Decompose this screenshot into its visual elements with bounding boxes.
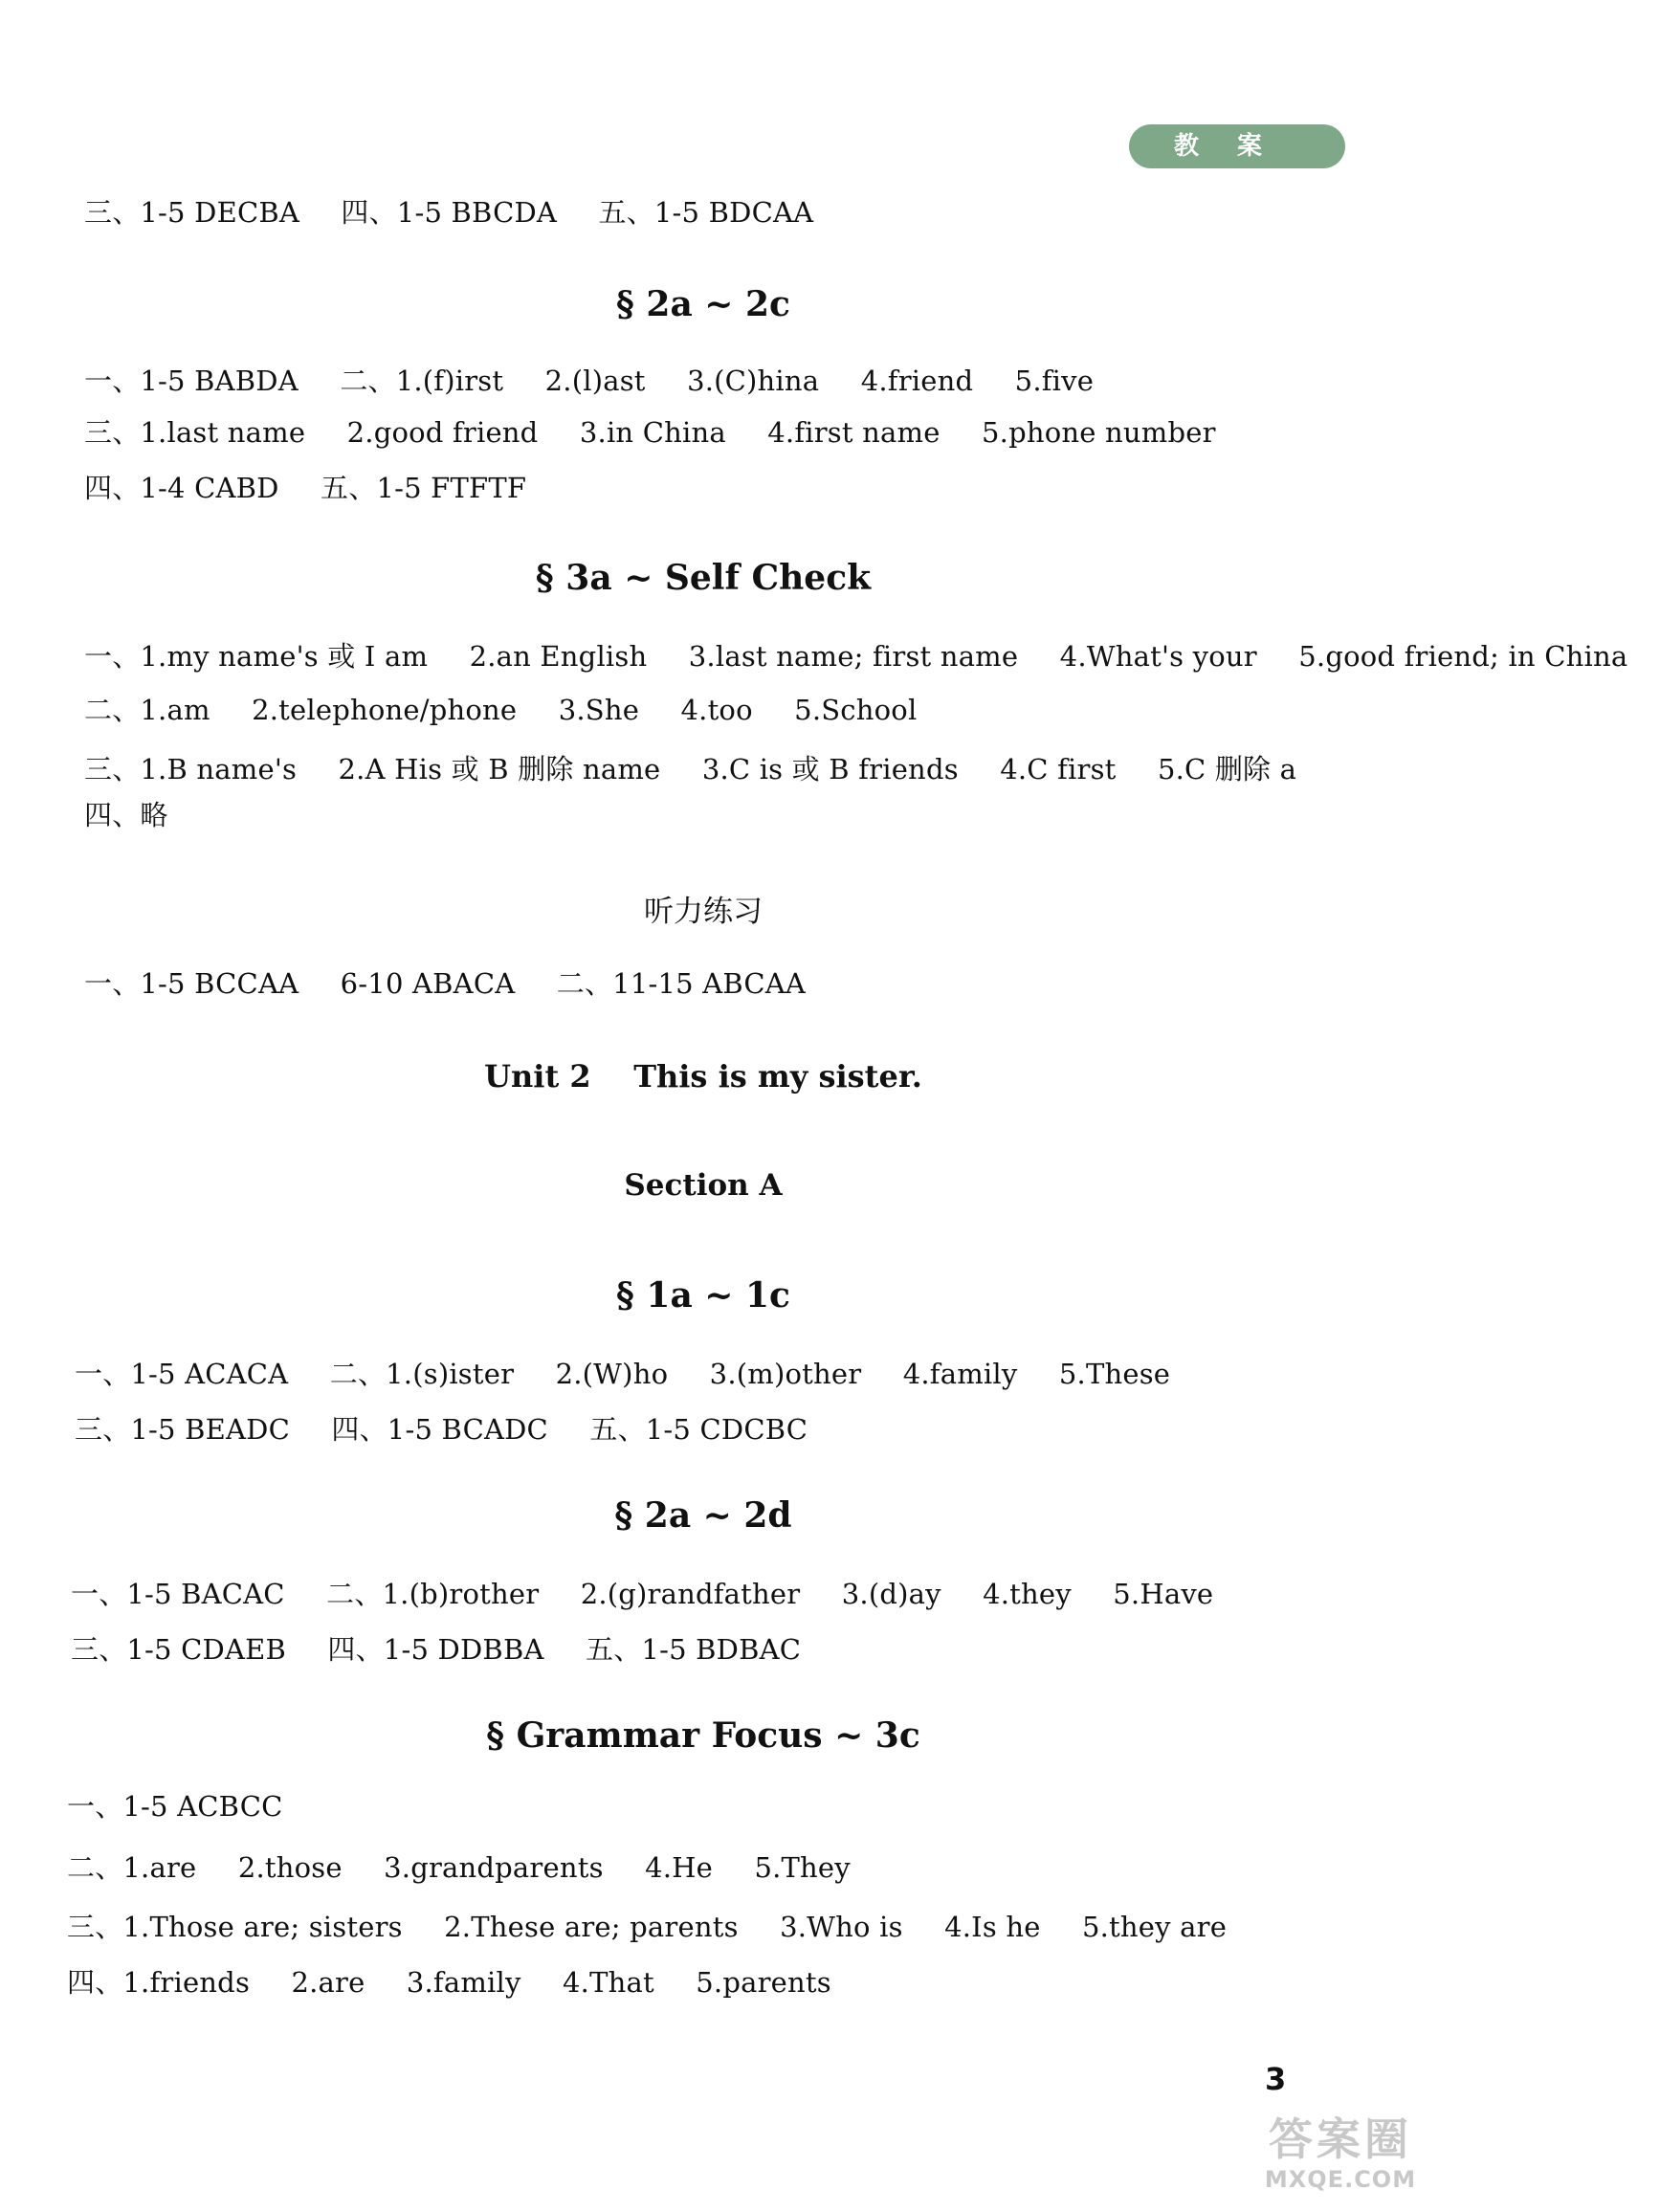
answer-segment: 4.He xyxy=(645,1851,714,1884)
answer-line xyxy=(84,637,1660,675)
answer-segment: 4.C first xyxy=(1000,753,1117,785)
section-a-heading: Section A xyxy=(624,1168,783,1203)
answer-segment: 一、1-5 BCCAA xyxy=(84,967,299,1000)
answer-segment: 4.too xyxy=(680,694,753,726)
answer-segment: 2.(g)randfather xyxy=(580,1578,801,1610)
answer-line-unit1-tail xyxy=(84,193,846,232)
answer-segment: 4.What's your xyxy=(1059,640,1257,673)
answer-segment: 五、1-5 BDCAA xyxy=(598,196,814,229)
answer-segment: 2.an English xyxy=(469,640,648,673)
answer-segment: 5.they are xyxy=(1081,1911,1228,1943)
answer-segment: 4.first name xyxy=(767,416,941,449)
answer-segment: 3.grandparents xyxy=(384,1851,604,1884)
answer-segment: 5.five xyxy=(1014,365,1095,397)
answer-segment: 一、1-5 BABDA xyxy=(84,365,299,397)
answer-segment: 5.good friend; in China xyxy=(1298,640,1628,673)
answer-segment: 五、1-5 CDCBC xyxy=(589,1413,808,1446)
section-heading-2a-2c: § 2a ~ 2c xyxy=(616,284,790,324)
section-heading-listening: 听力练习 xyxy=(644,895,763,929)
answer-segment: 3.She xyxy=(558,694,640,726)
answer-segment: 2.good friend xyxy=(346,416,539,449)
answer-segment: 一、1.my name's 或 I am xyxy=(84,640,429,673)
answer-line xyxy=(67,1963,864,2002)
answer-segment: 5.phone number xyxy=(982,416,1216,449)
section-heading-1a-1c: § 1a ~ 1c xyxy=(616,1275,790,1316)
answer-segment: 五、1-5 FTFTF xyxy=(321,472,527,504)
answer-segment: 一、1-5 ACACA xyxy=(75,1358,289,1390)
answer-line xyxy=(84,691,949,729)
answer-segment: 三、1-5 DECBA xyxy=(84,196,299,229)
answer-line xyxy=(75,1355,1203,1393)
answer-line xyxy=(67,1787,315,1825)
answer-segment: 5.C 删除 a xyxy=(1157,753,1297,785)
answer-segment: 三、1-5 CDAEB xyxy=(71,1633,286,1666)
answer-segment: 3.C is 或 B friends xyxy=(701,753,959,785)
answer-segment: 三、1-5 BEADC xyxy=(75,1413,290,1446)
answer-line xyxy=(84,796,201,834)
answer-line xyxy=(84,413,1249,452)
answer-segment: 3.Who is xyxy=(780,1911,903,1943)
section-heading-3a-self-check: § 3a ~ Self Check xyxy=(535,558,872,598)
answer-segment: 三、1.last name xyxy=(84,416,306,449)
answer-segment: 2.A His 或 B 删除 name xyxy=(338,753,661,785)
answer-line xyxy=(71,1575,1246,1613)
answer-segment: 五、1-5 BDBAC xyxy=(586,1633,802,1666)
answer-segment: 6-10 ABACA xyxy=(340,967,516,1000)
answer-line xyxy=(84,469,559,507)
answer-segment: 4.Is he xyxy=(944,1911,1041,1943)
answer-segment: 5.parents xyxy=(696,1966,831,1999)
unit-heading: Unit 2 This is my sister. xyxy=(484,1058,922,1095)
answer-segment: 2.telephone/phone xyxy=(252,694,518,726)
answer-segment: 三、1.B name's xyxy=(84,753,298,785)
answer-segment: 二、1.(b)rother xyxy=(326,1578,540,1610)
answer-segment: 四、1-4 CABD xyxy=(84,472,279,504)
answer-segment: 四、1.friends xyxy=(67,1966,251,1999)
watermark-title: 答案圈 xyxy=(1269,2113,1412,2165)
answer-segment: 四、略 xyxy=(84,799,168,831)
answer-segment: 2.(l)ast xyxy=(544,365,646,397)
answer-segment: 2.are xyxy=(291,1966,365,1999)
answer-segment: 四、1-5 BCADC xyxy=(331,1413,548,1446)
answer-line xyxy=(75,1410,840,1449)
answer-segment: 5.School xyxy=(794,694,918,726)
answer-line xyxy=(84,362,1126,400)
answer-segment: 5.These xyxy=(1058,1358,1171,1390)
answer-segment: 二、1.(f)irst xyxy=(340,365,504,397)
answer-segment: 一、1-5 BACAC xyxy=(71,1578,285,1610)
answer-segment: 3.(m)other xyxy=(709,1358,862,1390)
section-heading-2a-2d: § 2a ~ 2d xyxy=(614,1495,792,1536)
answer-segment: 4.they xyxy=(983,1578,1072,1610)
answer-segment: 4.That xyxy=(563,1966,654,1999)
answer-segment: 3.in China xyxy=(579,416,726,449)
answer-segment: 2.those xyxy=(237,1851,343,1884)
answer-segment: 3.(C)hina xyxy=(687,365,820,397)
answer-segment: 四、1-5 DDBBA xyxy=(327,1633,544,1666)
answer-line xyxy=(67,1848,883,1887)
corner-badge: 教案 xyxy=(1129,124,1345,168)
answer-segment: 3.last name; first name xyxy=(688,640,1019,673)
answer-line xyxy=(84,964,838,1003)
watermark-url: MXQE.COM xyxy=(1264,2166,1417,2193)
answer-segment: 四、1-5 BBCDA xyxy=(341,196,558,229)
answer-segment: 一、1-5 ACBCC xyxy=(67,1790,283,1823)
answer-line xyxy=(67,1908,1259,1946)
answer-segment: 3.family xyxy=(406,1966,521,1999)
answer-segment: 5.They xyxy=(754,1851,851,1884)
answer-segment: 3.(d)ay xyxy=(841,1578,941,1610)
answer-segment: 4.family xyxy=(902,1358,1018,1390)
answer-segment: 5.Have xyxy=(1113,1578,1214,1610)
answer-segment: 2.(W)ho xyxy=(555,1358,669,1390)
answer-line xyxy=(84,750,1329,788)
page-number: 3 xyxy=(1265,2061,1287,2097)
answer-segment: 2.These are; parents xyxy=(444,1911,739,1943)
answer-segment: 二、1.am xyxy=(84,694,210,726)
answer-segment: 二、1.are xyxy=(67,1851,197,1884)
answer-segment: 二、1.(s)ister xyxy=(329,1358,515,1390)
answer-segment: 二、11-15 ABCAA xyxy=(556,967,807,1000)
answer-segment: 4.friend xyxy=(860,365,974,397)
answer-line xyxy=(71,1630,833,1669)
watermark xyxy=(1230,2112,1450,2201)
answer-segment: 三、1.Those are; sisters xyxy=(67,1911,403,1943)
section-heading-grammar-focus: § Grammar Focus ~ 3c xyxy=(486,1715,920,1756)
